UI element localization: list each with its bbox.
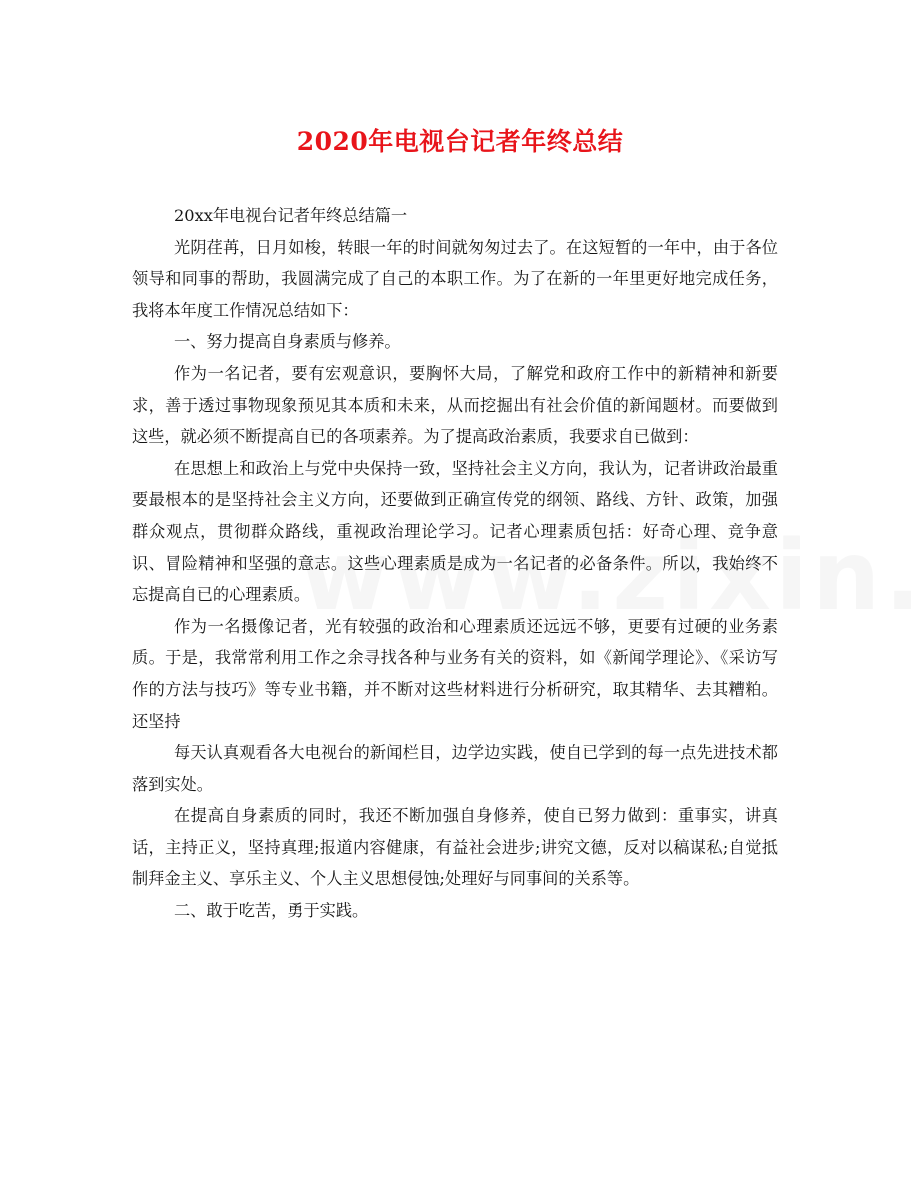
paragraph: 作为一名记者，要有宏观意识，要胸怀大局，了解党和政府工作中的新精神和新要求，善于透过事物现象预见其本质和未来，从而挖掘出有社会价值的新闻题材。而要做到这些，就必须不断提高自已的各项素养。为了提高政治素质，我要求自已做到： <box>132 363 778 447</box>
section-heading: 一、努力提高自身素质与修养。 <box>174 332 401 352</box>
section-heading: 二、敢于吃苦，勇于实践。 <box>174 901 369 921</box>
section-heading: 20xx年电视台记者年终总结篇一 <box>174 206 408 225</box>
paragraph: 每天认真观看各大电视台的新闻栏目，边学边实践，使自已学到的每一点先进技术都落到实处。 <box>132 743 778 794</box>
paragraph: 在提高自身素质的同时，我还不断加强自身修养，使自已努力做到：重事实，讲真话，主持正义，坚持真理;报道内容健康，有益社会进步;讲究文德，反对以稿谋私;自觉抵制拜金主义、享乐主义、个人主义思想侵蚀;处理好与同事间的关系等。 <box>132 806 778 889</box>
paragraph: 光阴荏苒，日月如梭，转眼一年的时间就匆匆过去了。在这短暂的一年中，由于各位领导和同事的帮助，我圆满完成了自己的本职工作。为了在新的一年里更好地完成任务，我将本年度工作情况总结如下： <box>132 237 778 320</box>
page-title: 2020年电视台记者年终总结 <box>296 127 624 156</box>
paragraph: 作为一名摄像记者，光有较强的政治和心理素质还远远不够，更要有过硬的业务素质。于是，我常常利用工作之余寻找各种与业务有关的资料，如《新闻学理论》、《采访写作的方法与技巧》等专业书籍，并不断对这些材料进行分析研究，取其精华、去其糟粕。还坚持 <box>132 616 778 731</box>
document-body <box>132 200 778 927</box>
paragraph: 在思想上和政治上与党中央保持一致，坚持社会主义方向，我认为，记者讲政治最重要最根本的是坚持社会主义方向，还要做到正确宣传党的纲领、路线、方针、政策，加强群众观点，贯彻群众路线，重视政治理论学习。记者心理素质包括：好奇心理、竞争意识、冒险精神和坚强的意志。这些心理素质是成为一名记者的必备条件。所以，我始终不忘提高自已的心理素质。 <box>132 458 778 605</box>
